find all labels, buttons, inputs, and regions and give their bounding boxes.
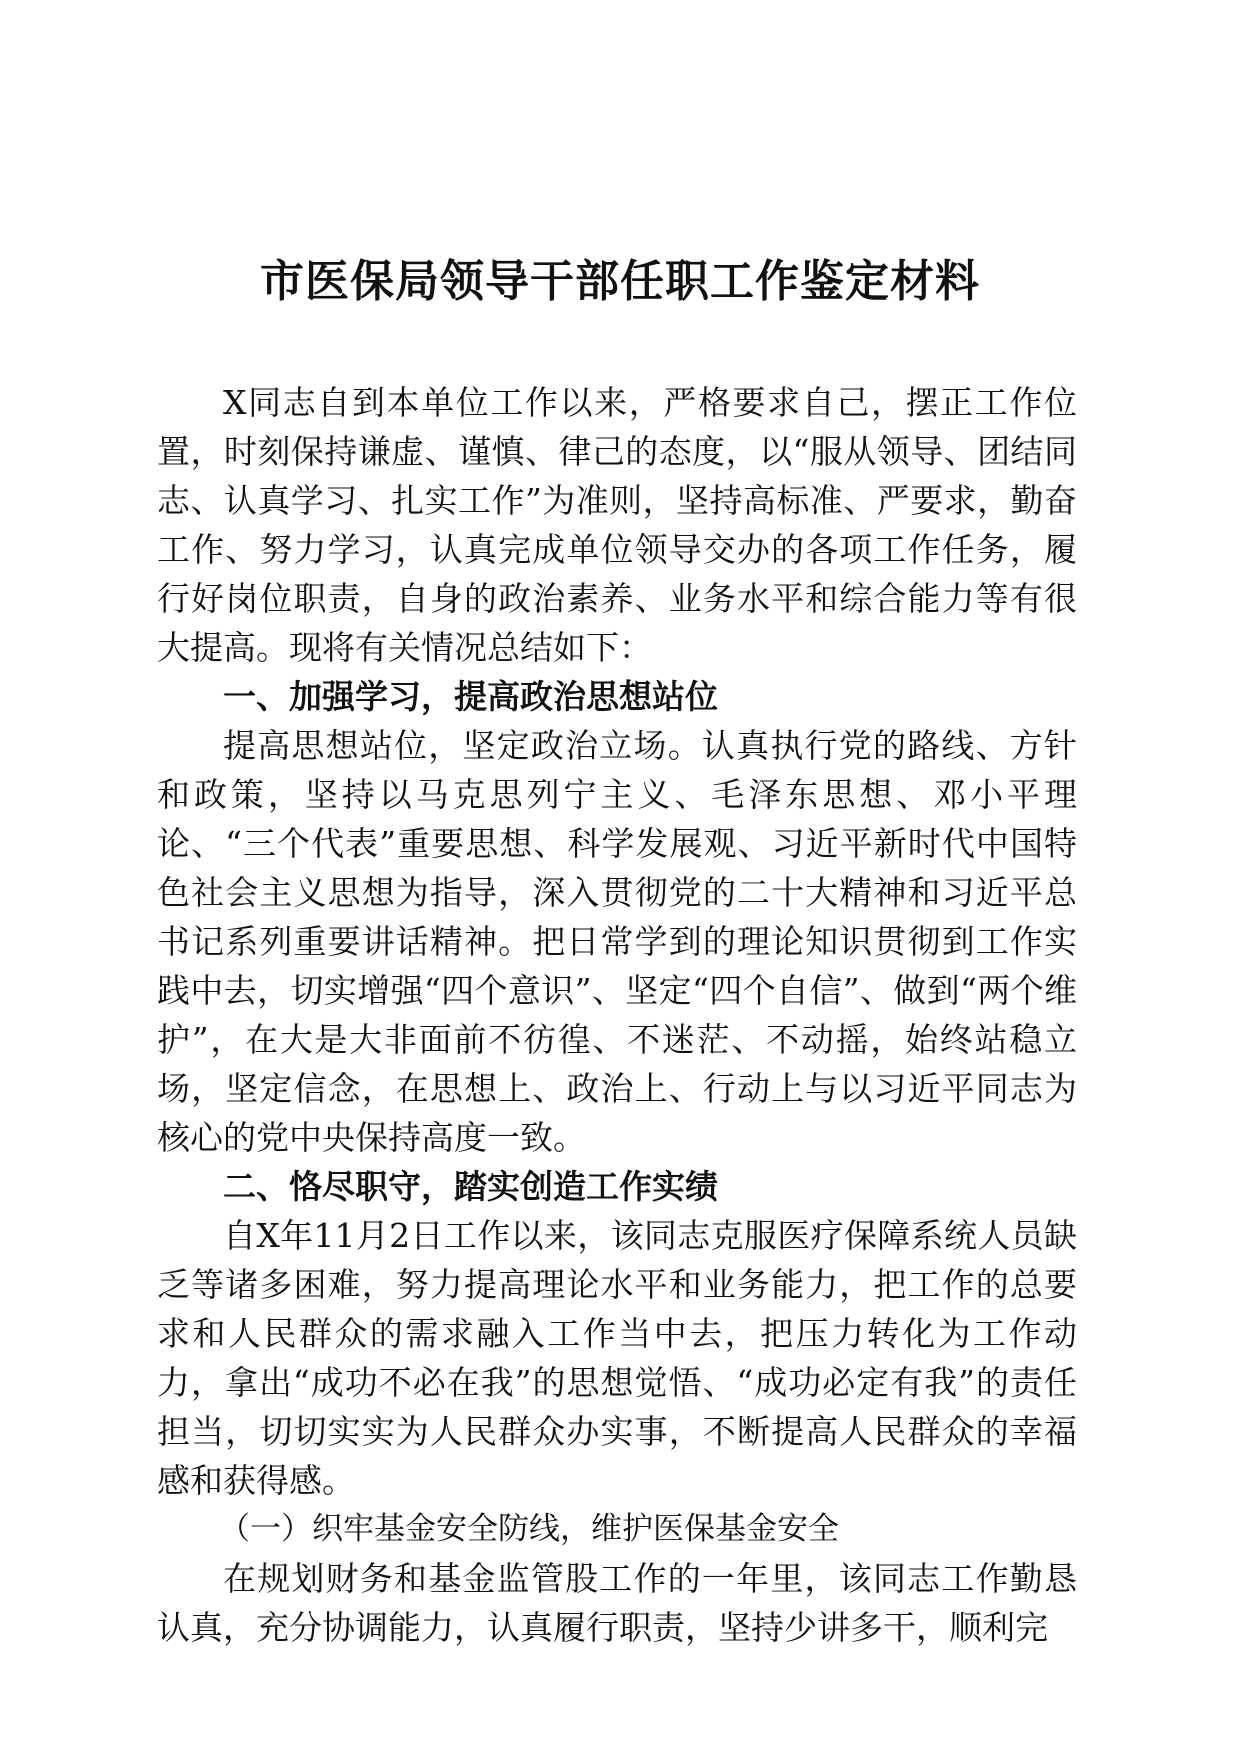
subsection-1-paragraph: 在规划财务和基金监管股工作的一年里，该同志工作勤恳认真，充分协调能力，认真履行职责，坚持少讲多干，顺利完 bbox=[157, 1559, 1077, 1647]
section-2-paragraph: 自X年11月2日工作以来，该同志克服医疗保障系统人员缺乏等诸多困难，努力提高理论水平和业务能力，把工作的总要求和人民群众的需求融入工作当中去，把压力转化为工作动力，拿出“成功不必在我”的思想觉悟、“成功必定有我”的责任担当，切切实实为人民群众办实事，不断提高人民群众的幸福感和获得感。 bbox=[157, 1216, 1077, 1500]
subsection-heading-1: （一）织牢基金安全防线，维护医保基金安全 bbox=[219, 1511, 839, 1547]
intro-paragraph: X同志自到本单位工作以来，严格要求自己，摆正工作位置，时刻保持谦虚、谨慎、律己的态度，以“服从领导、团结同志、认真学习、扎实工作”为准则，坚持高标准、严要求，勤奋工作、努力学习，认真完成单位领导交办的各项工作任务，履行好岗位职责，自身的政治素养、业务水平和综合能力等有很大提高。现将有关情况总结如下： bbox=[157, 383, 1077, 667]
section-1-paragraph: 提高思想站位，坚定政治立场。认真执行党的路线、方针和政策，坚持以马克思列宁主义、毛泽东思想、邓小平理论、“三个代表”重要思想、科学发展观、习近平新时代中国特色社会主义思想为指导，深入贯彻党的二十大精神和习近平总书记系列重要讲话精神。把日常学到的理论知识贯彻到工作实践中去，切实增强“四个意识”、坚定“四个自信”、做到“两个维护”，在大是大非面前不彷徨、不迷茫、不动摇，始终站稳立场，坚定信念，在思想上、政治上、行动上与以习近平同志为核心的党中央保持高度一致。 bbox=[157, 726, 1077, 1157]
document-title: 市医保局领导干部任职工作鉴定材料 bbox=[260, 256, 980, 307]
section-heading-2: 二、恪尽职守，踏实创造工作实绩 bbox=[223, 1167, 718, 1206]
section-heading-1: 一、加强学习，提高政治思想站位 bbox=[223, 677, 718, 716]
document-body bbox=[157, 378, 1077, 1652]
